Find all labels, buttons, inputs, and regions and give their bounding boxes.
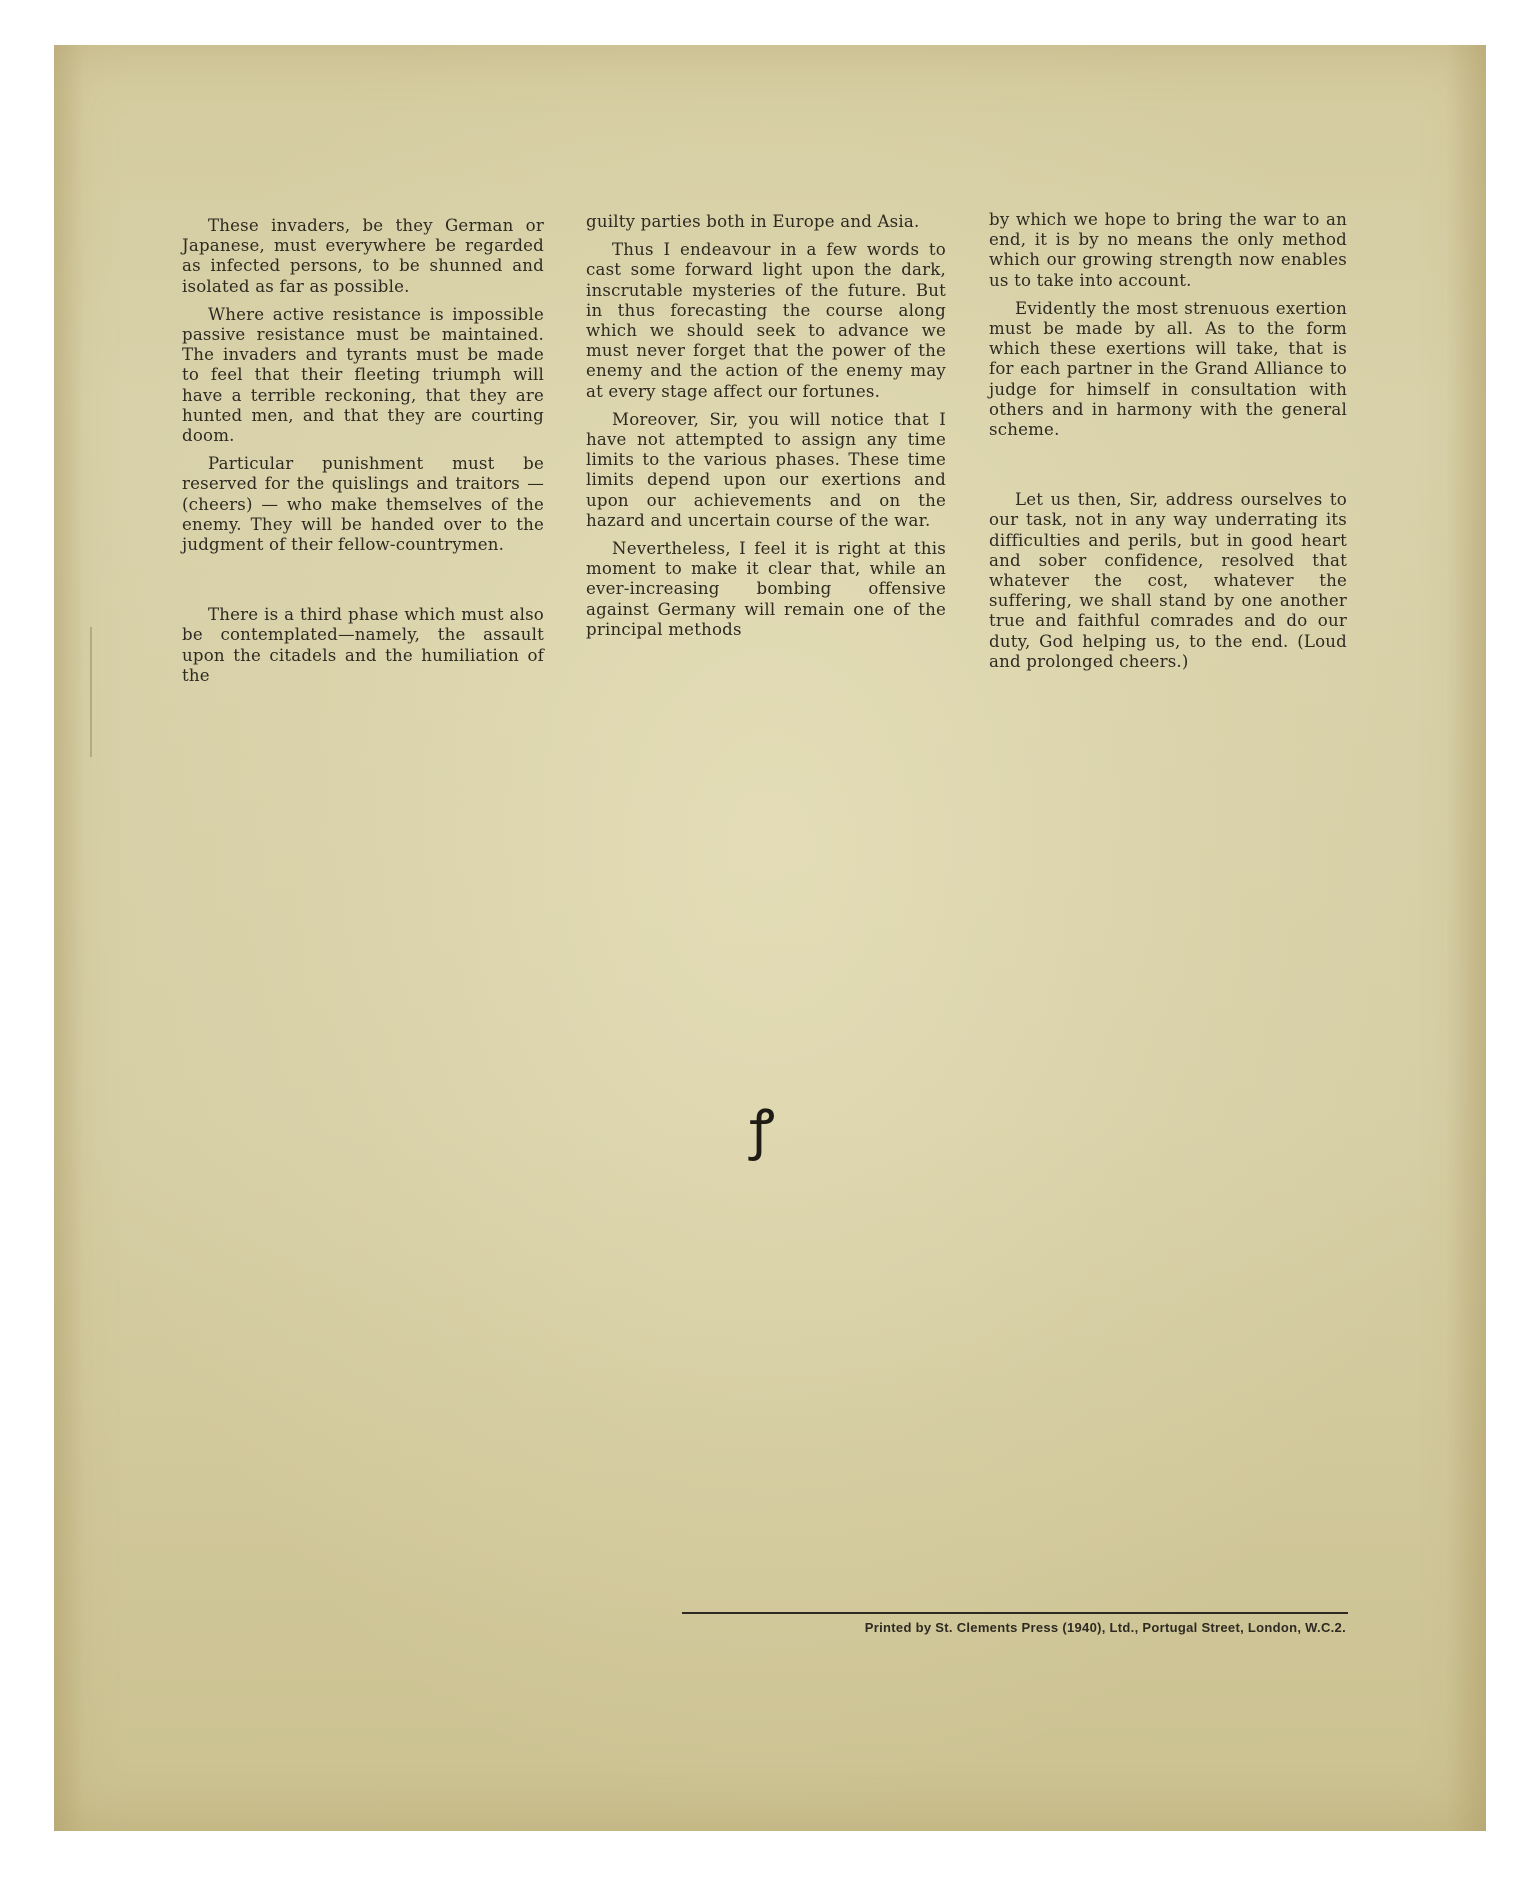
fold-mark — [90, 627, 102, 757]
paragraph: by which we hope to bring the war to an end, it is by no means the only method which our growing strength now enables us to take into account. — [989, 210, 1347, 290]
paragraph: Where active resistance is impossible passive resistance must be maintained. The invaders and tyrants must be made to feel that their fleeting triumph will have a terrible reckoning, that they are hunted men, and that they are courting doom. — [182, 304, 544, 446]
paragraph: Thus I endeavour in a few words to cast some forward light upon the dark, inscrutable mysteries of the future. But in thus forecasting the course along which we should seek to advance we must never forget that the power of the enemy and the action of the enemy may at every stage affect our fortunes. — [586, 240, 946, 401]
paragraph: Moreover, Sir, you will notice that I have not attempted to assign any time limits to the various phases. These time limits depend upon our exertions and upon our achievements and on the hazard and uncertain course of the war. — [586, 409, 946, 530]
section-gap — [182, 563, 544, 605]
paragraph: Let us then, Sir, address ourselves to our task, not in any way underrating its difficulties and perils, but in good heart and sober confidence, resolved that whatever the cost, whatever the suffering, we shall stand by one another true and faithful comrades and do our duty, God helping us, to the end. (Loud and prolonged cheers.) — [989, 490, 1347, 671]
paragraph: There is a third phase which must also be contemplated—namely, the assault upon the citadels and the humiliation of the — [182, 605, 544, 685]
paragraph: These invaders, be they German or Japanese, must everywhere be regarded as infected persons, to be shunned and isolated as far as possible. — [182, 216, 544, 296]
paragraph: Particular punishment must be reserved for the quislings and traitors — (cheers) — who make themselves of the enemy. They will be handed over to the judgment of their fellow-countrymen. — [182, 454, 544, 555]
printer-ornament-icon: ꝭ — [749, 1098, 775, 1161]
imprint-rule — [682, 1612, 1348, 1614]
paragraph: Nevertheless, I feel it is right at this moment to make it clear that, while an ever-increasing bombing offensive against Germany will remain one of the principal methods — [586, 539, 946, 639]
section-gap — [989, 448, 1347, 490]
paragraph: Evidently the most strenuous exertion must be made by all. As to the form which these exertions will take, that is for each partner in the Grand Alliance to judge for himself in consultation with others and in harmony with the general scheme. — [989, 298, 1347, 440]
paper-edge-left — [54, 45, 84, 1831]
paragraph: guilty parties both in Europe and Asia. — [586, 212, 920, 231]
paper-edge-right — [1446, 45, 1486, 1831]
text-column-2 — [586, 212, 946, 648]
text-column-3 — [989, 210, 1347, 680]
printer-imprint: Printed by St. Clements Press (1940), Ltd., Portugal Street, London, W.C.2. — [864, 1620, 1346, 1635]
text-column-1 — [182, 216, 544, 694]
